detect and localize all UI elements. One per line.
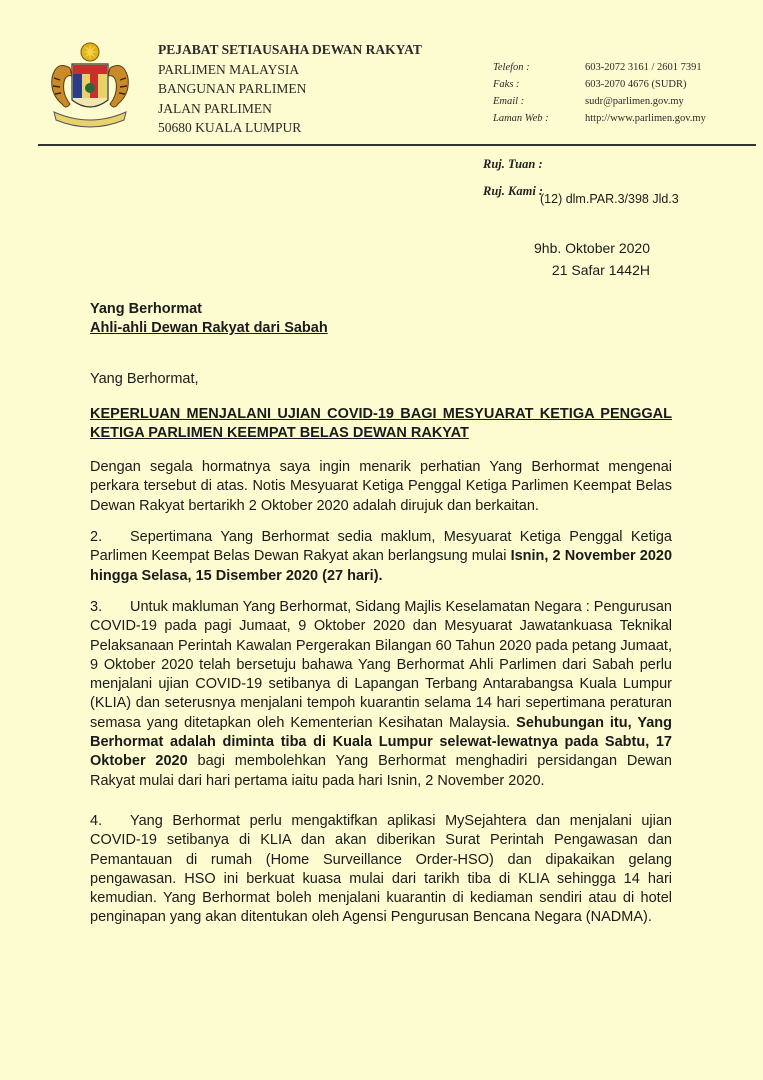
contact-value: 603-2072 3161 / 2601 7391 — [585, 62, 702, 73]
paragraph-text: Yang Berhormat perlu mengaktifkan aplikasi MySejahtera dan menjalani ujian COVID-19 setibanya di KLIA dan akan diberikan Surat Perintah Pengawasan dan Pemantauan di rumah (Home Surveillance Order-HSO) dan dipakaikan gelang pengawasan. HSO ini berkuat kuasa mulai dari tarikh tiba di KLIA sehingga 14 hari kemudian. Yang Berhormat boleh menjalani kuarantin di kediaman sendiri atau di hotel penginapan yang akan ditentukan oleh Agensi Pengurusan Bencana Negara (NADMA). — [90, 813, 672, 926]
salutation: Yang Berhormat, — [90, 371, 199, 387]
recipient-line1: Yang Berhormat — [90, 301, 202, 317]
contact-telefon — [493, 59, 706, 76]
address-line: PARLIMEN MALAYSIA — [158, 61, 300, 77]
organization-address — [158, 40, 422, 138]
contact-label: Faks : — [493, 79, 520, 90]
recipient-line2: Ahli-ahli Dewan Rakyat dari Sabah — [90, 320, 328, 336]
contact-label: Telefon : — [493, 62, 530, 73]
address-line: BANGUNAN PARLIMEN — [158, 81, 307, 96]
ref-kami-value: (12) dlm.PAR.3/398 Jld.3 — [540, 192, 679, 206]
org-title: PEJABAT SETIAUSAHA DEWAN RAKYAT — [158, 42, 422, 57]
paragraph-number: 4. — [90, 813, 103, 829]
contact-faks — [493, 76, 706, 93]
subject-heading: KEPERLUAN MENJALANI UJIAN COVID-19 BAGI MESYUARAT KETIGA PENGGAL KETIGA PARLIMEN KEEMPAT BELAS DEWAN RAKYAT — [90, 406, 672, 441]
paragraph-1: Dengan segala hormatnya saya ingin menarik perhatian Yang Berhormat mengenai perkara tersebut di atas. Notis Mesyuarat Ketiga Penggal Ketiga Parlimen Keempat Belas Dewan Rakyat bertarikh 2 Oktober 2020 adalah dirujuk dan berkaitan. — [90, 459, 672, 514]
contact-value: sudr@parlimen.gov.my — [585, 96, 684, 107]
header-divider — [38, 144, 756, 146]
contact-value: 603-2070 4676 (SUDR) — [585, 79, 687, 90]
coat-of-arms-logo — [40, 38, 140, 138]
contact-website — [493, 110, 706, 127]
date-hijri: 21 Safar 1442H — [551, 262, 650, 278]
paragraph-number: 2. — [90, 529, 103, 545]
paragraph-2 — [90, 528, 672, 586]
contact-label: Laman Web : — [493, 113, 549, 124]
paragraph-text: bagi membolehkan Yang Berhormat menghadiri persidangan Dewan Rakyat mulai dari hari pertama iaitu pada hari Isnin, 2 November 2020. — [90, 753, 672, 789]
paragraph-text: Sepertimana Yang Berhormat sedia maklum, Mesyuarat Ketiga Penggal Ketiga Parlimen Keempat Belas Dewan Rakyat akan berlangsung mulai — [90, 529, 672, 565]
paragraph-bold-text: Isnin, 2 November 2020 hingga Selasa, 15 Disember 2020 (27 hari). — [90, 548, 673, 584]
paragraph-4 — [90, 812, 672, 928]
contact-email — [493, 93, 706, 110]
paragraph-3 — [90, 598, 672, 791]
address-line: 50680 KUALA LUMPUR — [158, 120, 302, 135]
paragraph-bold-text: Sehubungan itu, Yang Berhormat adalah diminta tiba di Kuala Lumpur selewat-lewatnya pada Sabtu, 17 Oktober 2020 — [90, 714, 672, 770]
ref-tuan-label: Ruj. Tuan : — [483, 157, 543, 171]
contact-block — [493, 59, 706, 127]
date-gregorian: 9hb. Oktober 2020 — [534, 240, 650, 256]
contact-label: Email : — [493, 96, 525, 107]
address-line: JALAN PARLIMEN — [158, 100, 272, 116]
paragraph-text: Untuk makluman Yang Berhormat, Sidang Majlis Keselamatan Negara : Pengurusan COVID-19 pada pagi Jumaat, 9 Oktober 2020 dan Mesyuarat Jawatankuasa Teknikal Pelaksanaan Perintah Kawalan Pergerakan Bilangan 60 Tahun 2020 pada petang Jumaat, 9 Oktober 2020 telah bersetuju bahawa Yang Berhormat Ahli Parlimen dari Sabah perlu menjalani ujian COVID-19 setibanya di Lapangan Terbang Antarabangsa Kuala Lumpur (KLIA) dan seterusnya menjalani tempoh kuarantin selama 14 hari sepertimana peraturan semasa yang ditetapkan oleh Kementerian Kesihatan Malaysia. — [90, 599, 672, 731]
ref-kami-label: Ruj. Kami : — [483, 184, 544, 198]
paragraph-number: 3. — [90, 599, 103, 615]
contact-value: http://www.parlimen.gov.my — [585, 113, 706, 124]
